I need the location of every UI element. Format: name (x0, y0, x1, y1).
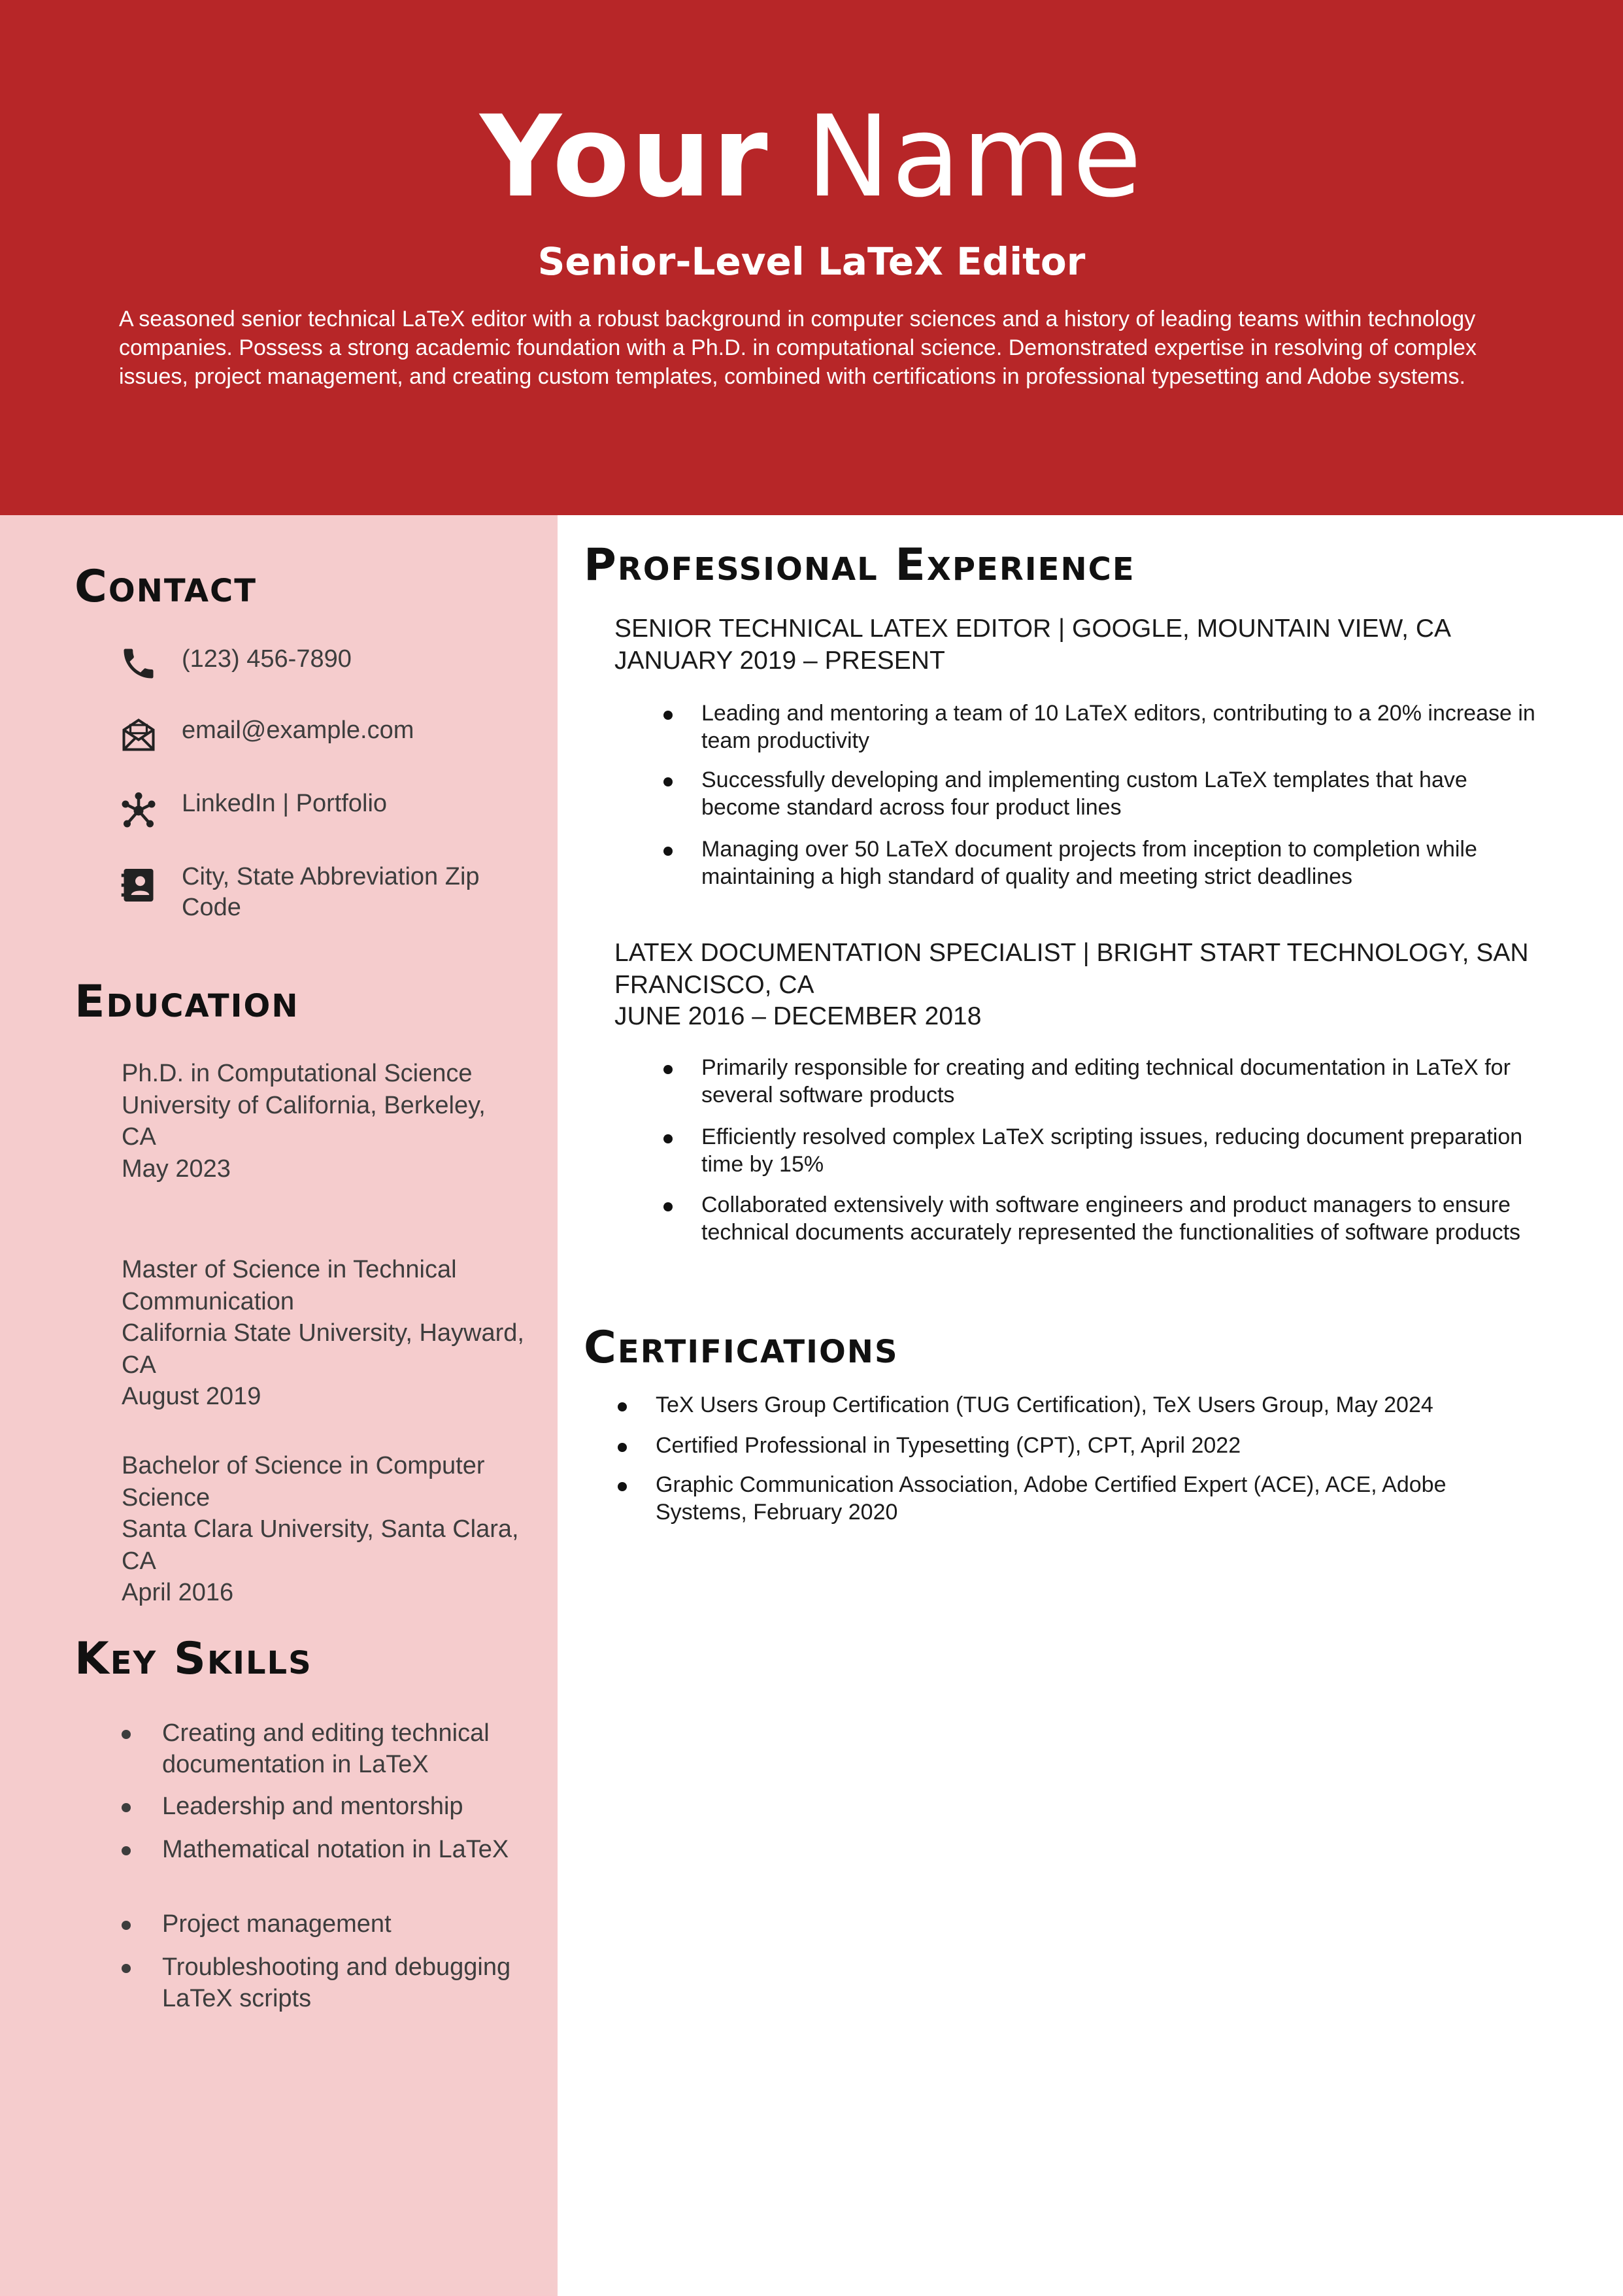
education-entry (122, 1254, 527, 1413)
bullet-icon (122, 1846, 131, 1855)
job-header (614, 613, 1562, 677)
name-last: Name (806, 91, 1143, 222)
bullet-icon (122, 1803, 131, 1812)
education-heading: Education (75, 976, 299, 1028)
bullet-icon (663, 1134, 673, 1143)
education-entry (122, 1450, 527, 1609)
job-header (614, 937, 1562, 1033)
address-card-icon (119, 866, 158, 905)
bullet-icon (618, 1443, 627, 1452)
skill-item: Creating and editing technical documentation in LaTeX (122, 1718, 527, 1780)
sidebar (0, 515, 558, 2296)
skills-heading: Key Skills (75, 1633, 312, 1685)
certification-item: TeX Users Group Certification (TUG Certification), TeX Users Group, May 2024 (618, 1391, 1500, 1419)
email-text: email@example.com (182, 717, 414, 744)
education-date: August 2019 (122, 1383, 261, 1410)
network-icon (119, 791, 158, 830)
resume-name (0, 92, 1623, 222)
job-bullet: Collaborated extensively with software engineers and product managers to ensure technical documents accurately represented the functionalities of software products (663, 1191, 1546, 1246)
education-school: University of California, Berkeley, CA (122, 1091, 486, 1151)
skill-item: Leadership and mentorship (122, 1791, 527, 1823)
bullet-icon (618, 1402, 627, 1411)
bullet-icon (618, 1482, 627, 1491)
certification-item: Graphic Communication Association, Adobe Certified Expert (ACE), ACE, Adobe Systems, February 2020 (618, 1471, 1500, 1526)
bullet-icon (122, 1921, 131, 1930)
education-school: Santa Clara University, Santa Clara, CA (122, 1515, 519, 1575)
job-bullet: Managing over 50 LaTeX document projects from inception to completion while maintaining a high standard of quality and meeting strict deadlines (663, 836, 1546, 890)
job-title-line: SENIOR TECHNICAL LATEX EDITOR | GOOGLE, MOUNTAIN VIEW, CA (614, 615, 1452, 643)
bullet-icon (122, 1964, 131, 1973)
bullet-icon (663, 847, 673, 856)
job-bullet: Primarily responsible for creating and editing technical documentation in LaTeX for several software products (663, 1054, 1546, 1109)
skill-item: Troubleshooting and debugging LaTeX scripts (122, 1952, 527, 2014)
bullet-icon (663, 777, 673, 786)
job-title-line: LATEX DOCUMENTATION SPECIALIST | BRIGHT START TECHNOLOGY, SAN FRANCISCO, CA (614, 939, 1529, 999)
education-degree: Ph.D. in Computational Science (122, 1060, 473, 1087)
bullet-icon (663, 711, 673, 720)
header-banner (0, 0, 1623, 515)
bullet-icon (122, 1730, 131, 1739)
bullet-icon (663, 1065, 673, 1074)
education-date: April 2016 (122, 1579, 234, 1606)
job-title: Senior-Level LaTeX Editor (537, 239, 1086, 284)
name-first: Your (480, 91, 769, 222)
summary-paragraph: A seasoned senior technical LaTeX editor with a robust background in computer sciences and a history of leading teams within technology companies. Possess a strong academic foundation with a Ph.D. in computational science. Demonstrated expertise in resolving of complex issues, project management, and creating custom templates, combined with certifications in professional typesetting and Adobe systems. (119, 307, 1477, 389)
job-bullet: Successfully developing and implementing custom LaTeX templates that have become standard across four product lines (663, 766, 1546, 821)
job-bullet: Efficiently resolved complex LaTeX scripting issues, reducing document preparation time by 15% (663, 1123, 1546, 1178)
address-text: City, State Abbreviation Zip Code (182, 863, 480, 921)
education-school: California State University, Hayward, CA (122, 1319, 524, 1379)
education-entry (122, 1058, 527, 1185)
certification-item: Certified Professional in Typesetting (CPT), CPT, April 2022 (618, 1432, 1500, 1459)
job-bullet: Leading and mentoring a team of 10 LaTeX editors, contributing to a 20% increase in team productivity (663, 700, 1546, 754)
envelope-icon (119, 715, 158, 754)
job-dates: JUNE 2016 – DECEMBER 2018 (614, 1002, 982, 1030)
contact-heading: Contact (75, 561, 258, 613)
links-text: LinkedIn | Portfolio (182, 790, 388, 817)
bullet-icon (663, 1202, 673, 1211)
job-dates: JANUARY 2019 – PRESENT (614, 646, 945, 675)
phone-text: (123) 456-7890 (182, 645, 352, 673)
education-degree: Bachelor of Science in Computer Science (122, 1452, 485, 1511)
phone-icon (119, 644, 158, 683)
education-date: May 2023 (122, 1155, 231, 1183)
experience-heading: Professional Experience (584, 539, 1135, 591)
certifications-heading: Certifications (584, 1322, 899, 1374)
skill-item: Mathematical notation in LaTeX (122, 1834, 527, 1866)
education-degree: Master of Science in Technical Communication (122, 1256, 457, 1315)
skill-item: Project management (122, 1909, 527, 1940)
